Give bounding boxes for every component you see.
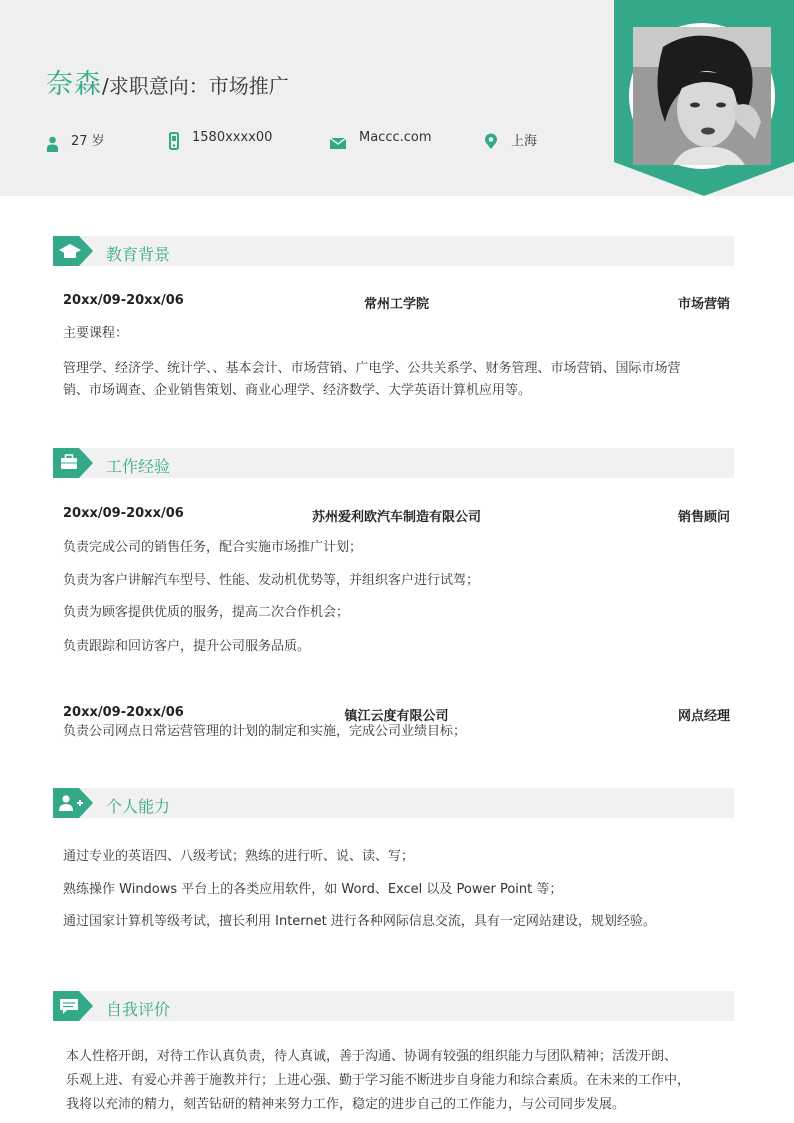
mail-icon (329, 130, 347, 152)
candidate-name: 奈森 (46, 69, 102, 100)
profile-photo (629, 23, 775, 169)
section-skills-header (53, 788, 734, 818)
section-evaluation-header (53, 991, 734, 1021)
section-title: 自我评价 (106, 1000, 171, 1019)
title-line (46, 62, 289, 101)
job-intent-value: 市场推广 (208, 74, 289, 98)
graduation-cap-icon (53, 236, 93, 266)
section-title: 个人能力 (106, 797, 171, 816)
evaluation-line-2: 乐观上进、有爱心并善于施教并行；上进心强、勤于学习能不断进步自身能力和综合素质。在未来的工作中， (66, 1073, 691, 1088)
city-value: 上海 (511, 134, 538, 149)
job-date: 20xx/09-20xx/06 (63, 506, 184, 521)
job-position: 网点经理 (677, 709, 730, 724)
title-separator: / (102, 74, 109, 98)
job-position: 销售顾问 (677, 510, 730, 525)
job-duty: 负责完成公司的销售任务，配合实施市场推广计划； (63, 540, 363, 555)
evaluation-line-1: 本人性格开朗，对待工作认真负责，待人真诚，善于沟通、协调有较强的组织能力与团队精神；活泼开朗、 (66, 1049, 678, 1064)
education-date: 20xx/09-20xx/06 (63, 293, 184, 308)
skill-item: 熟练操作 Windows 平台上的各类应用软件，如 Word、Excel 以及 Power Point 等； (63, 882, 563, 897)
info-phone (168, 130, 272, 152)
job-intent-label: 求职意向： (108, 74, 209, 98)
age-value: 27 岁 (71, 134, 105, 149)
courses-line-1: 管理学、经济学、统计学、、基本会计、市场营销、广电学、公共关系学、财务管理、市场营销、国际市场营 (63, 361, 681, 376)
user-plus-icon (53, 788, 93, 818)
location-pin-icon (483, 130, 499, 152)
education-row (63, 293, 730, 311)
job-duty: 负责为客户讲解汽车型号、性能、发动机优势等，并组织客户进行试驾； (63, 573, 480, 588)
school-name: 常州工学院 (363, 297, 429, 312)
job-duty: 负责公司网点日常运营管理的计划的制定和实施，完成公司业绩目标； (63, 724, 467, 739)
section-title: 工作经验 (106, 457, 171, 476)
person-icon (46, 130, 59, 152)
courses-line-2: 销、市场调查、企业销售策划、商业心理学、经济数学、大学英语计算机应用等。 (63, 383, 532, 398)
company-name: 镇江云度有限公司 (344, 709, 449, 724)
portrait-image (633, 27, 771, 165)
job-duty-clipped (63, 724, 733, 741)
info-email (329, 130, 432, 152)
major-name: 市场营销 (677, 297, 730, 312)
job-duty: 负责跟踪和回访客户，提升公司服务品质。 (63, 639, 311, 654)
phone-value: 1580xxxx00 (192, 130, 273, 145)
briefcase-icon (53, 448, 93, 478)
evaluation-line-3: 我将以充沛的精力，刻苦钻研的精神来努力工作，稳定的进步自己的工作能力，与公司同步发展。 (66, 1097, 626, 1112)
section-title: 教育背景 (106, 245, 171, 264)
info-city (483, 130, 537, 152)
skill-item: 通过专业的英语四、八级考试；熟练的进行听、说、读、写； (63, 849, 415, 864)
job-duty: 负责为顾客提供优质的服务，提高二次合作机会； (63, 605, 350, 620)
courses-label: 主要课程： (63, 326, 129, 341)
job-date: 20xx/09-20xx/06 (63, 705, 184, 720)
company-name: 苏州爱利欧汽车制造有限公司 (311, 510, 481, 525)
email-value: Maccc.com (359, 130, 432, 145)
info-age (46, 130, 105, 152)
phone-icon (168, 130, 180, 152)
chat-bubble-icon (53, 991, 93, 1021)
section-work-header (53, 448, 734, 478)
skill-item: 通过国家计算机等级考试，擅长利用 Internet 进行各种网际信息交流，具有一定网站建设，规划经验。 (63, 914, 656, 929)
job-row (63, 506, 730, 524)
section-education-header (53, 236, 734, 266)
